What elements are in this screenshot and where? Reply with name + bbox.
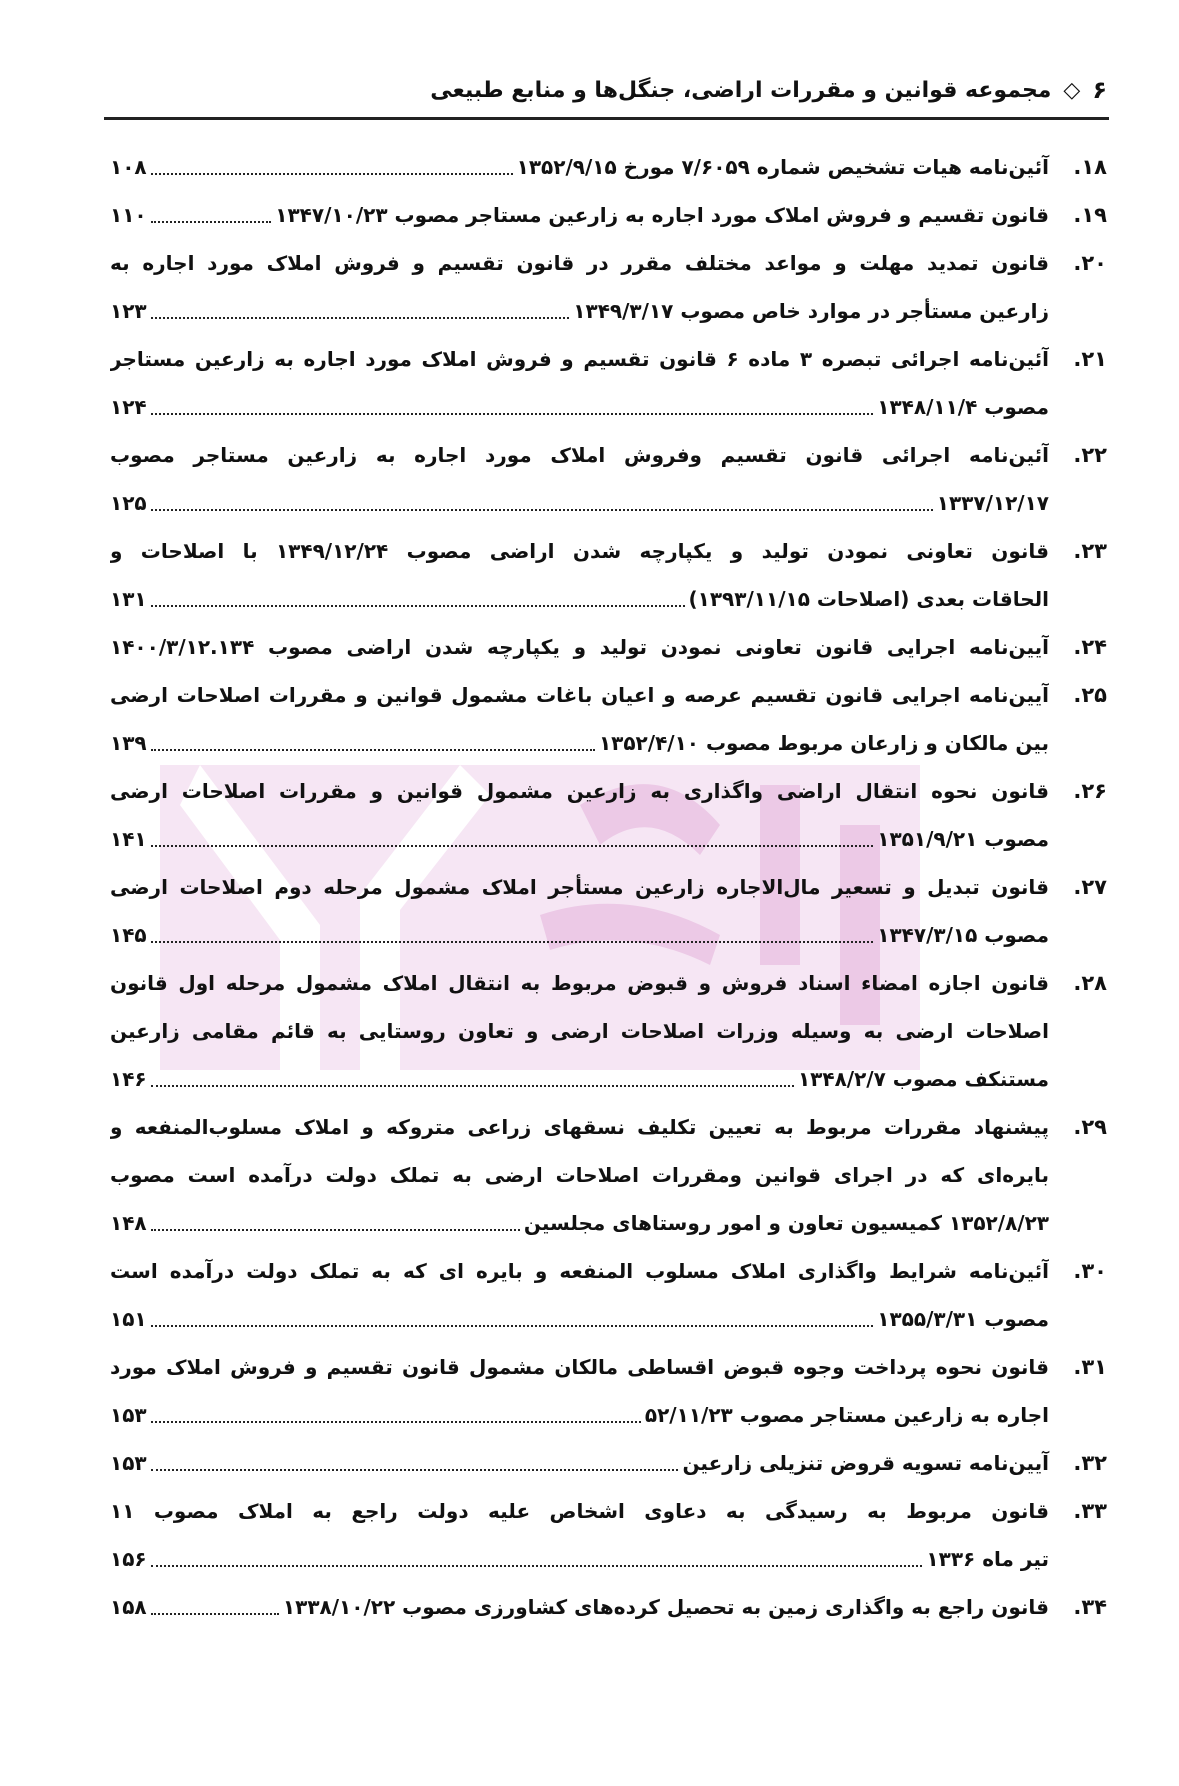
dot-leader (151, 1295, 874, 1327)
entry-number: ۱۸. (1073, 155, 1107, 179)
toc-entry[interactable] (110, 335, 1107, 431)
toc-entry[interactable] (110, 143, 1107, 191)
toc-entry[interactable] (110, 1439, 1107, 1487)
entry-title-line: بایره‌ای که در اجرای قوانین ومقررات اصلاحات ارضی به تملک دولت درآمده است مصوب (110, 1163, 1049, 1187)
entry-number: ۲۴. (1073, 635, 1107, 659)
toc-entry[interactable] (110, 239, 1107, 335)
dot-leader (151, 143, 513, 175)
entry-body (110, 191, 1049, 239)
entry-number: ۲۹. (1073, 1115, 1107, 1139)
toc-entry[interactable] (110, 527, 1107, 623)
toc-entry[interactable] (110, 1343, 1107, 1439)
page-reference[interactable]: ۱۲۴ (110, 395, 147, 419)
dot-leader (151, 1439, 679, 1471)
entry-last-line (110, 143, 1049, 191)
entry-title-line: آیین‌نامه اجرایی قانون تعاونی نمودن تولید و یکپارچه شدن اراضی مصوب ۱۴۰۰/۳/۱۲.۱۳۴ (110, 635, 1049, 659)
entry-body (110, 959, 1049, 1103)
entry-title-line: آئین‌نامه اجرائی تبصره ۳ ماده ۶ قانون تقسیم و فروش املاک مورد اجاره به زارعین مستاجر (110, 347, 1049, 371)
page-reference[interactable]: ۱۴۸ (110, 1211, 147, 1235)
table-of-contents (110, 143, 1107, 1631)
entry-title-line: قانون تمدید مهلت و مواعد مختلف مقرر در قانون تقسیم و فروش املاک مورد اجاره به (110, 251, 1049, 275)
entry-last-line (110, 815, 1049, 863)
entry-last-line (110, 383, 1049, 431)
toc-entry[interactable] (110, 863, 1107, 959)
entry-last-line (110, 1391, 1049, 1439)
entry-last-line (110, 1055, 1049, 1103)
entry-last-line (110, 1439, 1049, 1487)
entry-body (110, 143, 1049, 191)
entry-last-line (110, 191, 1049, 239)
entry-body (110, 239, 1049, 335)
entry-last-line (110, 479, 1049, 527)
entry-number: ۳۲. (1073, 1451, 1107, 1475)
toc-entry[interactable] (110, 1487, 1107, 1583)
entry-body (110, 1487, 1049, 1583)
entry-title-text: مصوب ۱۳۵۱/۹/۲۱ (877, 827, 1049, 851)
entry-title-text: قانون راجع به واگذاری زمین به تحصیل کرده‌های کشاورزی مصوب ۱۳۳۸/۱۰/۲۲ (282, 1595, 1049, 1619)
entry-number: ۳۴. (1073, 1595, 1107, 1619)
entry-title-text: مستنکف مصوب ۱۳۴۸/۲/۷ (797, 1067, 1049, 1091)
entry-title-line: قانون نحوه انتقال اراضی واگذاری به زارعین مشمول قوانین و مقررات اصلاحات ارضی (110, 779, 1049, 803)
entry-number: ۲۸. (1073, 971, 1107, 995)
entry-body (110, 1343, 1049, 1439)
entry-title-line: آئین‌نامه شرایط واگذاری املاک مسلوب المنفعه و بایره ای که به تملک دولت درآمده است (110, 1259, 1049, 1283)
entry-title-text: بین مالکان و زارعان مربوط مصوب ۱۳۵۲/۴/۱۰ (598, 731, 1049, 755)
page-reference[interactable]: ۱۵۶ (110, 1547, 147, 1571)
entry-number: ۲۱. (1073, 347, 1107, 371)
dot-leader (151, 911, 874, 943)
page-reference[interactable]: ۱۱۰ (110, 203, 147, 227)
entry-title-line: قانون تعاونی نمودن تولید و یکپارچه شدن اراضی مصوب ۱۳۴۹/۱۲/۲۴ با اصلاحات و (110, 539, 1049, 563)
entry-last-line (110, 1583, 1049, 1631)
entry-title-text: آئین‌نامه هیات تشخیص شماره ۷/۶۰۵۹ مورخ ۱۳۵۲/۹/۱۵ (516, 155, 1049, 179)
dot-leader (151, 1391, 641, 1423)
entry-title-text: مصوب ۱۳۴۷/۳/۱۵ (877, 923, 1049, 947)
page-reference[interactable]: ۱۰۸ (110, 155, 147, 179)
dot-leader (151, 815, 874, 847)
diamond-icon: ◇ (1063, 77, 1081, 103)
entry-title-line: آئین‌نامه اجرائی قانون تقسیم وفروش املاک مورد اجاره به زارعین مستاجر مصوب (110, 443, 1049, 467)
running-header (105, 68, 1107, 112)
page-reference[interactable]: ۱۴۱ (110, 827, 147, 851)
entry-body (110, 1103, 1049, 1247)
entry-title-text: زارعین مستأجر در موارد خاص مصوب ۱۳۴۹/۳/۱۷ (573, 299, 1049, 323)
entry-last-line (110, 1535, 1049, 1583)
dot-leader (151, 1055, 794, 1087)
entry-last-line (110, 287, 1049, 335)
page-reference[interactable]: ۱۴۶ (110, 1067, 147, 1091)
entry-title-line: اصلاحات ارضی به وسیله وزرات اصلاحات ارضی و تعاون روستایی به قائم مقامی زارعین (110, 1019, 1049, 1043)
entry-body (110, 1583, 1049, 1631)
entry-number: ۲۳. (1073, 539, 1107, 563)
entry-title-text: الحاقات بعدی (اصلاحات ۱۳۹۳/۱۱/۱۵) (688, 587, 1049, 611)
entry-number: ۳۰. (1073, 1259, 1107, 1283)
toc-entry[interactable] (110, 1583, 1107, 1631)
dot-leader (151, 383, 874, 415)
entry-title-text: قانون تقسیم و فروش املاک مورد اجاره به زارعین مستاجر مصوب ۱۳۴۷/۱۰/۲۳ (275, 203, 1049, 227)
page-reference[interactable]: ۱۳۹ (110, 731, 147, 755)
entry-title-line: قانون اجازه امضاء اسناد فروش و قبوض مربوط به انتقال املاک مشمول مرحله اول قانون (110, 971, 1049, 995)
entry-body (110, 671, 1049, 767)
entry-title-text: آیین‌نامه تسویه قروض تنزیلی زارعین (682, 1451, 1049, 1475)
toc-entry[interactable] (110, 623, 1107, 671)
entry-number: ۲۷. (1073, 875, 1107, 899)
entry-title-line: پیشنهاد مقررات مربوط به تعیین تکلیف نسقهای زراعی متروکه و املاک مسلوب‌المنفعه و (110, 1115, 1049, 1139)
entry-title-line: قانون تبدیل و تسعیر مال‌الاجاره زارعین مستأجر املاک مشمول مرحله دوم اصلاحات ارضی (110, 875, 1049, 899)
entry-title-text: اجاره به زارعین مستاجر مصوب ۵۲/۱۱/۲۳ (644, 1403, 1049, 1427)
entry-body (110, 1247, 1049, 1343)
toc-entry[interactable] (110, 191, 1107, 239)
entry-title-line: قانون نحوه پرداخت وجوه قبوض اقساطی مالکان مشمول قانون تقسیم و فروش املاک مورد (110, 1355, 1049, 1379)
entry-body (110, 1439, 1049, 1487)
dot-leader (151, 479, 933, 511)
toc-entry[interactable] (110, 959, 1107, 1103)
entry-number: ۳۱. (1073, 1355, 1107, 1379)
entry-title-text: مصوب ۱۳۴۸/۱۱/۴ (877, 395, 1049, 419)
entry-number: ۱۹. (1073, 203, 1107, 227)
dot-leader (151, 1199, 520, 1231)
entry-body (110, 527, 1049, 623)
page-reference[interactable]: ۱۵۸ (110, 1595, 147, 1619)
entry-last-line (110, 1199, 1049, 1247)
dot-leader (151, 287, 570, 319)
dot-leader (151, 1583, 279, 1615)
dot-leader (151, 191, 272, 223)
toc-entry[interactable] (110, 1247, 1107, 1343)
entry-last-line (110, 575, 1049, 623)
entry-body (110, 335, 1049, 431)
page-reference[interactable]: ۱۳۱ (110, 587, 147, 611)
entry-body (110, 863, 1049, 959)
page-reference[interactable]: ۱۵۱ (110, 1307, 147, 1331)
entry-title-line: قانون مربوط به رسیدگی به دعاوی اشخاص علیه دولت راجع به املاک مصوب ۱۱ (110, 1499, 1049, 1523)
page-number: ۶ (1092, 76, 1107, 104)
entry-title-text: ۱۳۵۲/۸/۲۳ کمیسیون تعاون و امور روستاهای مجلسین (523, 1211, 1049, 1235)
page-reference[interactable]: ۱۵۳ (110, 1451, 147, 1475)
entry-number: ۲۶. (1073, 779, 1107, 803)
entry-body (110, 767, 1049, 863)
dot-leader (151, 575, 685, 607)
entry-number: ۲۰. (1073, 251, 1107, 275)
entry-number: ۲۵. (1073, 683, 1107, 707)
entry-number: ۲۲. (1073, 443, 1107, 467)
toc-entry[interactable] (110, 1103, 1107, 1247)
toc-entry[interactable] (110, 671, 1107, 767)
entry-title-text: تیر ماه ۱۳۳۶ (926, 1547, 1049, 1571)
entry-number: ۳۳. (1073, 1499, 1107, 1523)
header-rule (104, 117, 1109, 120)
entry-body (110, 431, 1049, 527)
book-title: مجموعه قوانین و مقررات اراضی، جنگل‌ها و منابع طبیعی (430, 77, 1052, 103)
entry-title-line: آیین‌نامه اجرایی قانون تقسیم عرصه و اعیان باغات مشمول قوانین و مقررات اصلاحات ارضی (110, 683, 1049, 707)
entry-last-line (110, 911, 1049, 959)
page-reference[interactable]: ۱۲۳ (110, 299, 147, 323)
page-reference[interactable]: ۱۴۵ (110, 923, 147, 947)
toc-entry[interactable] (110, 767, 1107, 863)
entry-title-text: مصوب ۱۳۵۵/۳/۳۱ (877, 1307, 1049, 1331)
dot-leader (151, 1535, 923, 1567)
toc-entry[interactable] (110, 431, 1107, 527)
entry-last-line (110, 1295, 1049, 1343)
entry-last-line (110, 719, 1049, 767)
page-reference[interactable]: ۱۲۵ (110, 491, 147, 515)
entry-title-text: ۱۳۳۷/۱۲/۱۷ (936, 491, 1049, 515)
page-reference[interactable]: ۱۵۳ (110, 1403, 147, 1427)
dot-leader (151, 719, 595, 751)
entry-body (110, 623, 1049, 671)
